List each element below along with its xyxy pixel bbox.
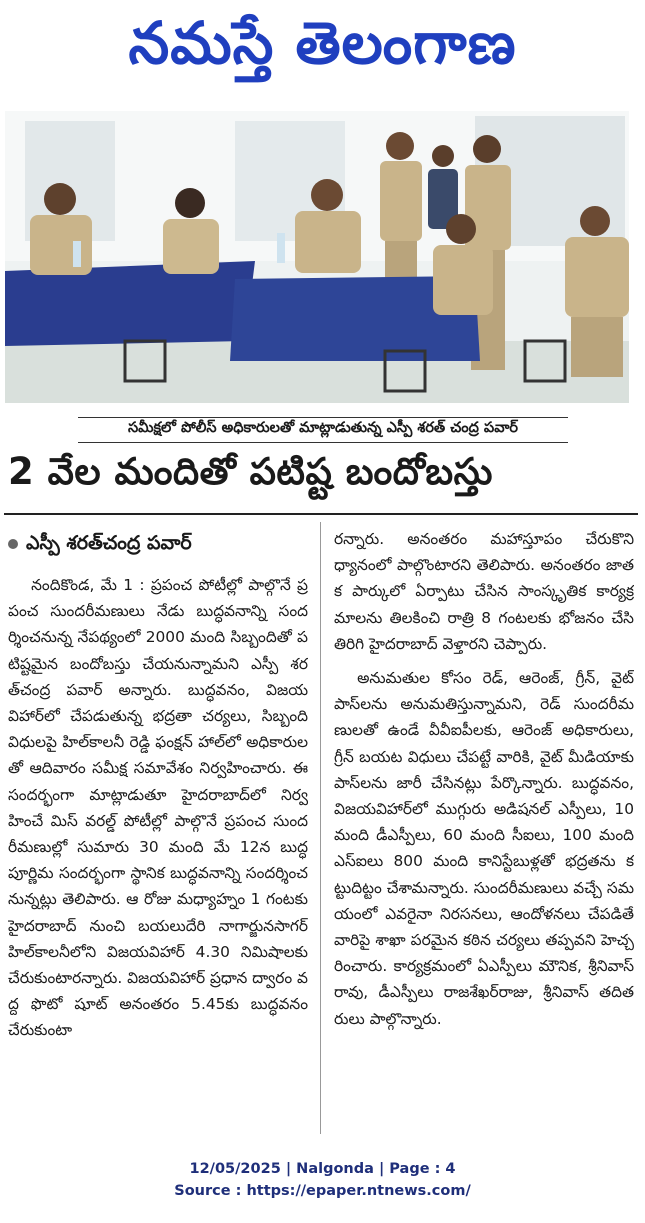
- footer-dateline: 12/05/2025 | Nalgonda | Page : 4: [189, 1161, 456, 1177]
- headline-rule: [4, 513, 638, 515]
- article-column-right: [334, 526, 634, 1142]
- bullet-icon: [8, 539, 18, 549]
- news-photo: [5, 111, 629, 403]
- article-paragraph: నందికొండ, మే 1 : ప్రపంచ పోటీల్లో పాల్గొనే ప్రపంచ సుందరీమణులు నేడు బుద్ధవనాన్ని సందర్శించనున్న నేపథ్యంలో 2000 మంది సిబ్బందితో పటిష్టమైన బందోబస్తు చేయనున్నామని ఎస్పీ శరత్‌చంద్ర పవార్ అన్నారు. బుద్ధవనం, విజయవిహార్‌లో చేపడుతున్న భద్రతా చర్యలు, సిబ్బంది విధులపై హిల్‌కాలనీ రెడ్డి ఫంక్షన్ హాల్‌లో అధికారులతో ఆదివారం సమీక్ష సమావేశం నిర్వహించారు. ఈ సందర్భంగా మాట్లాడుతూ హైదరాబాద్‌లో నిర్వహించే మిస్ వరల్డ్ పోటీల్లో పాల్గొనే ప్రపంచ సుందరీమణుల్లో సుమారు 30 మంది మే 12న బుద్ధపూర్ణిమ సందర్భంగా స్థానిక బుద్ధవనాన్ని సందర్శించనున్నట్లు తెలిపారు. ఆ రోజు మధ్యాహ్నం 1 గంటకు హైదరాబాద్ నుంచి బయలుదేరి నాగార్జునసాగర్ హిల్‌కాలనీలోని విజయవిహార్ 4.30 నిమిషాలకు చేరుకుంటారన్నారు. విజయవిహార్ ప్రధాన ద్వారం వద్ద ఫొటో షూట్ అనంతరం 5.45కు బుద్ధవనం చేరుకుంటా: [8, 576, 308, 1040]
- article-paragraph: అనుమతుల కోసం రెడ్, ఆరెంజ్, గ్రీన్, వైట్ పాస్‌లను అనుమతిస్తున్నామని, రెడ్ సుందరీమణులతో ఉండే వీవీఐపీలకు, ఆరెంజ్ అధికారులు, గ్రీన్ బయట విధులు చేపట్టే వారికి, వైట్ మీడియాకు పాస్‌లను జారీ చేసినట్లు పేర్కొన్నారు. బుద్ధవనం, విజయవిహార్‌లో ముగ్గురు అడిషనల్ ఎస్పీలు, 10 మంది డీఎస్పీలు, 60 మంది సీఐలు, 100 మంది ఎస్‌ఐలు 800 మంది కానిస్టేబుళ్లతో భద్రతను కట్టుదిట్టం చేశామన్నారు. సుందరీమణులు వచ్చే సమయంలో ఎవరైనా నిరసనలు, ఆందోళనలు చేపడితే వారిపై శాఖా పరమైన కఠిన చర్యలు తప్పవని హెచ్చరించారు. కార్యక్రమంలో ఏఎస్పీలు మౌనిక, శ్రీనివాస్ రావు, డీఎస్పీలు రాజశేఖర్‌రాజు, శ్రీనివాస్ తదితరులు పాల్గొన్నారు.: [334, 669, 634, 1028]
- footer: [0, 1158, 645, 1202]
- headline: 2 వేల మందితో పటిష్ట బందోబస్తు: [8, 450, 493, 493]
- article-column-left: [8, 572, 308, 1152]
- photo-caption: సమీక్షలో పోలీస్ అధికారులతో మాట్లాడుతున్న ఎస్పీ శరత్ చంద్ర పవార్: [78, 417, 568, 443]
- news-photo-illustration: [5, 111, 629, 403]
- byline: [8, 532, 318, 559]
- column-divider: [320, 522, 321, 1134]
- article-paragraph: రన్నారు. అనంతరం మహాస్తూపం చేరుకొని ధ్యానంలో పాల్గొంటారని తెలిపారు. అనంతరం జాతక పార్కులో ఏర్పాటు చేసిన సాంస్కృతిక కార్యక్రమాలను తిలకించి రాత్రి 8 గంటలకు భోజనం చేసి తిరిగి హైదరాబాద్ వెళ్తారని చెప్పారు.: [334, 530, 634, 653]
- byline-text: ఎస్పీ శరత్‌చంద్ర పవార్: [26, 532, 192, 554]
- masthead-title: నమస్తే తెలంగాణ: [128, 8, 517, 77]
- masthead: [0, 0, 645, 100]
- footer-source: Source : https://epaper.ntnews.com/: [174, 1183, 471, 1199]
